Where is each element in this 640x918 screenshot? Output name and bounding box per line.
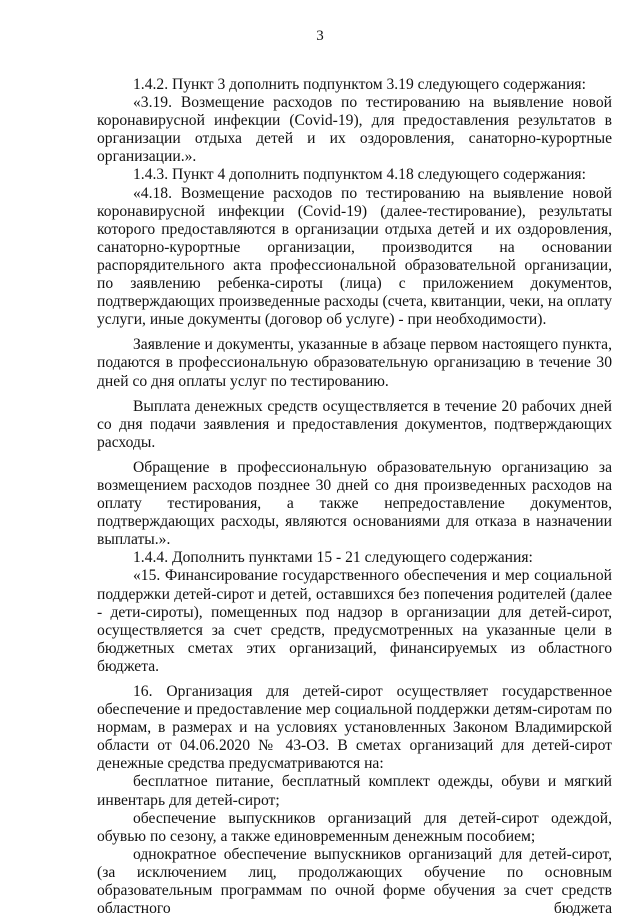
paragraph-16: 16. Организация для детей-сирот осуществляет государственное обеспечение и предоставление мер социальной поддержки детям-сиротам по нормам, в размерах и на условиях установленных Законом Владимирской области от 04.06.2020 № 43-ОЗ. В сметах организаций для детей-сирот денежные средства предусматриваются на: xyxy=(97,683,612,773)
list-item-graduates-clothing: обеспечение выпускников организаций для детей-сирот одеждой, обувью по сезону, а также единовременным денежным пособием; xyxy=(97,809,612,845)
paragraph-application: Заявление и документы, указанные в абзаце первом настоящего пункта, подаются в профессиональную образовательную организацию в течение 30 дней со дня оплаты услуг по тестированию. xyxy=(97,336,612,390)
paragraph-1-4-3: 1.4.3. Пункт 4 дополнить подпунктом 4.18 следующего содержания: xyxy=(133,166,586,184)
list-item-graduates-one-time: однократное обеспечение выпускников организаций для детей-сирот, (за исключением лиц, продолжающих обучение по основным образовательным программам по очной форме обучения за счет средств областного бюджета xyxy=(97,845,612,918)
paragraph-1-4-4: 1.4.4. Дополнить пунктами 15 - 21 следующего содержания: xyxy=(133,549,533,567)
page-number: 3 xyxy=(316,28,324,44)
paragraph-3-19: «3.19. Возмещение расходов по тестированию на выявление новой коронавирусной инфекции (Covid-19), для предоставления результатов в организации отдыха детей и их оздоровления, санаторно-курортные организации.». xyxy=(97,94,612,166)
paragraph-4-18: «4.18. Возмещение расходов по тестированию на выявление новой коронавирусной инфекции (Covid-19) (далее-тестирование), результаты которого предоставляются в организации отдыха детей и их оздоровления, санаторно-курортные организации, производится на основании распорядительного акта профессиональной образовательной организации, по заявлению ребенка-сироты (лица) с приложением документов, подтверждающих произведенные расходы (счета, квитанции, чеки, на оплату услуги, иные документы (договор об услуге) - при необходимости). xyxy=(97,184,612,329)
list-item-food: бесплатное питание, бесплатный комплект одежды, обуви и мягкий инвентарь для детей-сирот; xyxy=(97,773,612,809)
paragraph-1-4-2: 1.4.2. Пункт 3 дополнить подпунктом 3.19 следующего содержания: xyxy=(133,76,586,93)
paragraph-appeal: Обращение в профессиональную образовательную организацию за возмещением расходов позднее 30 дней со дня произведенных расходов на оплату тестирования, а также непредоставление документов, подтверждающих расходы, являются основаниями для отказа в назначении выплаты.». xyxy=(97,458,612,549)
paragraph-payment: Выплата денежных средств осуществляется в течение 20 рабочих дней со дня подачи заявления и предоставления документов, подтверждающих расходы. xyxy=(97,397,612,451)
paragraph-15: «15. Финансирование государственного обеспечения и мер социальной поддержки детей-сирот и детей, оставшихся без попечения родителей (далее - дети-сироты), помещенных под надзор в организации для детей-сирот, осуществляется за счет средств, предусмотренных на указанные цели в бюджетных сметах этих организаций, финансируемых из областного бюджета. xyxy=(97,567,612,675)
document-body xyxy=(97,76,612,918)
